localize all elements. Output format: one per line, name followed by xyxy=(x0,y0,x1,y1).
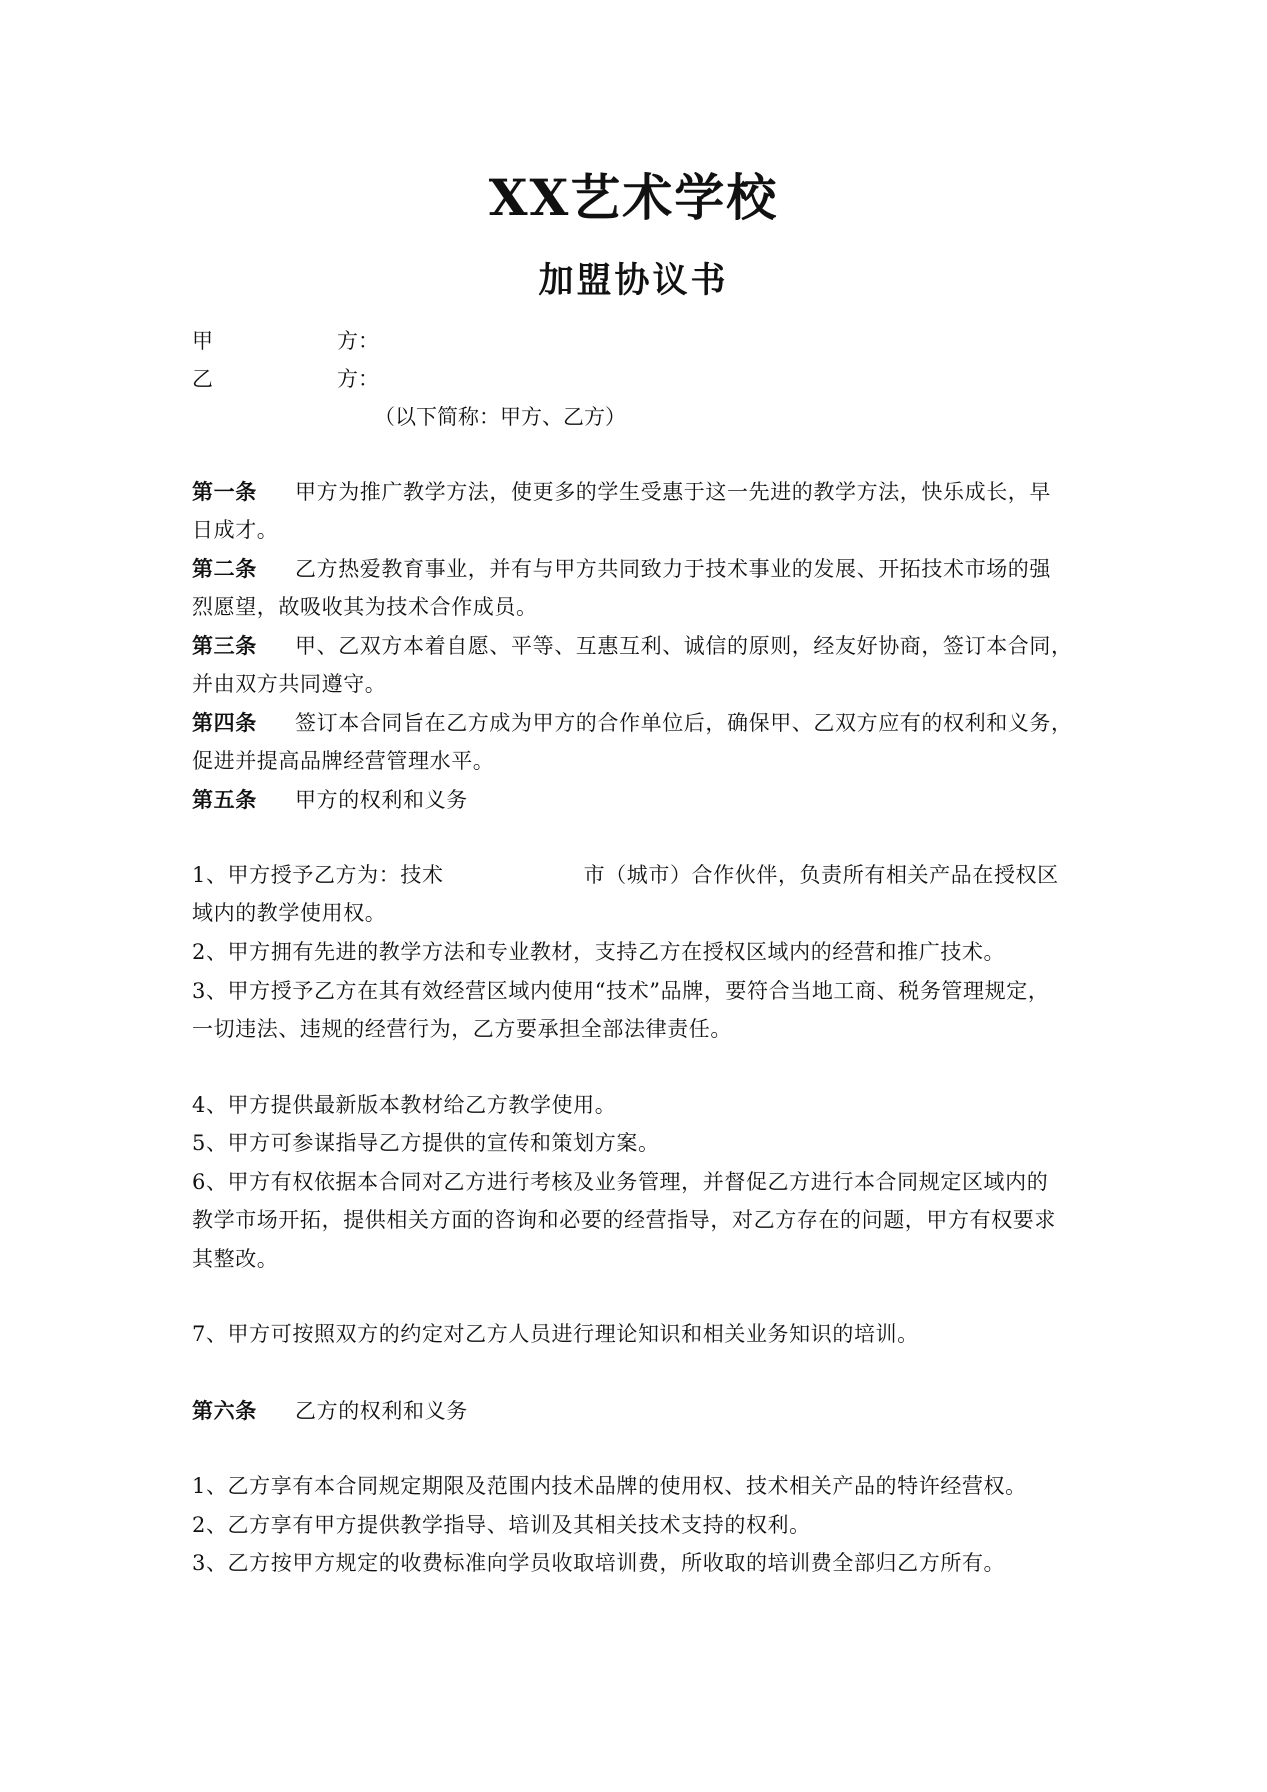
article-5-item-7: 7、甲方可按照双方的约定对乙方人员进行理论知识和相关业务知识的培训。 xyxy=(192,1322,919,1346)
article-5-item-6-continuation-2: 其整改。 xyxy=(192,1247,279,1271)
article-1 xyxy=(192,473,1077,511)
article-3-continuation: 并由双方共同遵守。 xyxy=(192,672,387,696)
party-b-colon: 方： xyxy=(337,367,379,391)
article-1-text: 甲方为推广教学方法，使更多的学生受惠于这一先进的教学方法，快乐成长，早 xyxy=(295,480,1051,504)
article-5-item-6: 6、甲方有权依据本合同对乙方进行考核及业务管理，并督促乙方进行本合同规定区域内的 xyxy=(192,1170,1049,1194)
party-a-colon: 方： xyxy=(337,329,379,353)
article-5-item-1-part2: 市（城市）合作伙伴，负责所有相关产品在授权区 xyxy=(583,863,1059,887)
article-6-heading: 乙方的权利和义务 xyxy=(295,1399,468,1423)
party-b-label: 乙 xyxy=(192,367,213,391)
article-2-continuation: 烈愿望，故吸收其为技术合作成员。 xyxy=(192,595,538,619)
document-subtitle: 加盟协议书 xyxy=(538,260,729,301)
article-2-text: 乙方热爱教育事业，并有与甲方共同致力于技术事业的发展、开拓技术市场的强 xyxy=(295,557,1051,581)
article-1-label: 第一条 xyxy=(192,479,257,504)
article-5-heading: 甲方的权利和义务 xyxy=(295,788,468,812)
document-title: XX艺术学校 xyxy=(488,168,779,227)
article-5-label: 第五条 xyxy=(192,787,257,812)
article-3-label: 第三条 xyxy=(192,633,257,658)
article-5-item-3: 3、甲方授予乙方在其有效经营区域内使用“技术”品牌，要符合当地工商、税务管理规定， xyxy=(192,979,1050,1003)
article-1-continuation: 日成才。 xyxy=(192,518,279,542)
article-6-item-3: 3、乙方按甲方规定的收费标准向学员收取培训费，所收取的培训费全部归乙方所有。 xyxy=(192,1551,1006,1575)
article-2-label: 第二条 xyxy=(192,556,257,581)
article-5-item-1 xyxy=(192,856,1077,894)
article-4-text: 签订本合同旨在乙方成为甲方的合作单位后，确保甲、乙双方应有的权利和义务， xyxy=(295,711,1073,735)
article-5-item-2: 2、甲方拥有先进的教学方法和专业教材，支持乙方在授权区域内的经营和推广技术。 xyxy=(192,940,1006,964)
article-2 xyxy=(192,550,1077,588)
article-4-continuation: 促进并提高品牌经营管理水平。 xyxy=(192,749,495,773)
article-6-item-2: 2、乙方享有甲方提供教学指导、培训及其相关技术支持的权利。 xyxy=(192,1513,811,1537)
article-5-item-1-continuation: 域内的教学使用权。 xyxy=(192,901,387,925)
article-6 xyxy=(192,1392,1077,1430)
article-5-item-4: 4、甲方提供最新版本教材给乙方教学使用。 xyxy=(192,1093,617,1117)
party-a-label: 甲 xyxy=(192,329,213,353)
article-5-item-1-part1: 1、甲方授予乙方为：技术 xyxy=(192,863,444,887)
article-3 xyxy=(192,627,1077,665)
article-6-item-1: 1、乙方享有本合同规定期限及范围内技术品牌的使用权、技术相关产品的特许经营权。 xyxy=(192,1474,1027,1498)
article-4-label: 第四条 xyxy=(192,710,257,735)
article-5-item-6-continuation-1: 教学市场开拓，提供相关方面的咨询和必要的经营指导，对乙方存在的问题，甲方有权要求 xyxy=(192,1208,1056,1232)
parties-abbreviation-note: （以下简称：甲方、乙方） xyxy=(374,405,626,429)
article-6-label: 第六条 xyxy=(192,1398,257,1423)
article-3-text: 甲、乙双方本着自愿、平等、互惠互利、诚信的原则，经友好协商，签订本合同， xyxy=(295,634,1073,658)
article-4 xyxy=(192,704,1077,742)
article-5-item-5: 5、甲方可参谋指导乙方提供的宣传和策划方案。 xyxy=(192,1131,660,1155)
article-5 xyxy=(192,781,1077,819)
article-5-item-3-continuation: 一切违法、违规的经营行为，乙方要承担全部法律责任。 xyxy=(192,1017,732,1041)
